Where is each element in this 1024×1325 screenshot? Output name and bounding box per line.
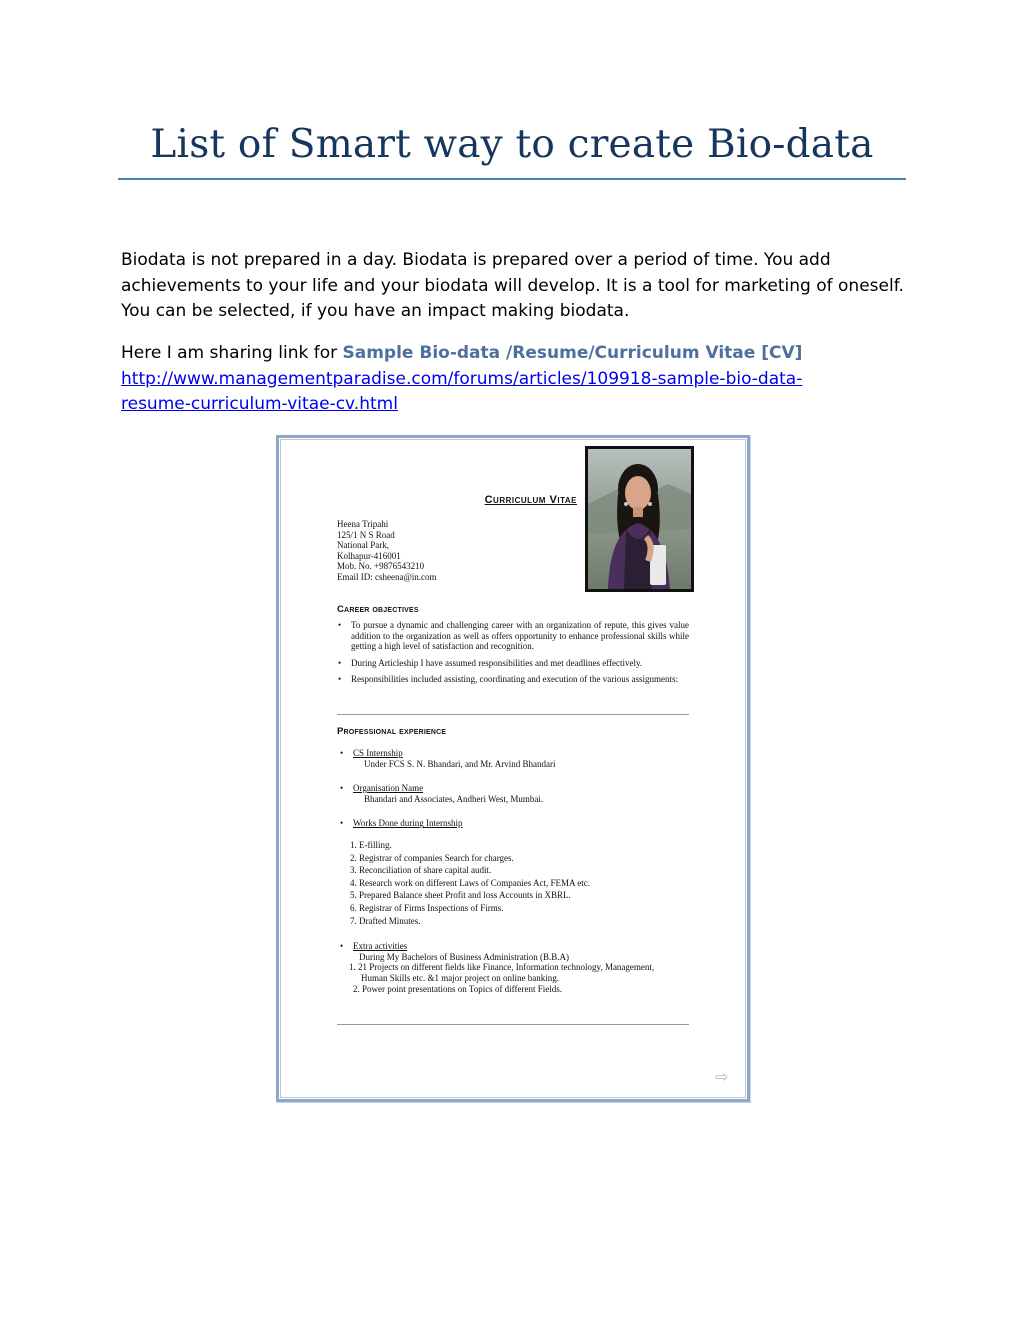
cv-extra-line: During My Bachelors of Business Administration (B.B.A)	[359, 951, 569, 962]
cv-work-item: 1. E-filling.	[350, 839, 392, 850]
title-underline	[118, 178, 906, 180]
cv-heading: Curriculum Vitae	[484, 494, 577, 506]
cv-contact-phone: Mob. No. +9876543210	[337, 561, 425, 572]
cv-contact-email: Email ID: csheena@in.com	[337, 571, 437, 582]
cv-exp-item	[337, 783, 689, 804]
cv-contact-name: Heena Tripahi	[337, 519, 389, 529]
cv-exp-item	[337, 818, 689, 829]
cv-experience-list	[337, 748, 689, 994]
cv-objectives-title: Career objectives	[337, 604, 419, 615]
cv-works-list	[337, 839, 689, 927]
cv-internship-label: • CS Internship	[353, 748, 403, 758]
cv-divider	[337, 714, 689, 715]
cv-exp-item	[337, 941, 689, 952]
sharing-paragraph	[121, 341, 911, 418]
article-url-line-2[interactable]: resume-curriculum-vitae-cv.html	[121, 394, 398, 414]
article-url-line-1[interactable]: http://www.managementparadise.com/forums/articles/109918-sample-bio-data-	[121, 368, 803, 389]
sample-biodata-link[interactable]: Sample Bio-data /Resume/Curriculum Vitae [CV]	[342, 343, 803, 363]
cv-extra-label: • Extra activities	[353, 941, 408, 952]
cv-objective-item: • To pursue a dynamic and challenging career with an organization of repute, this gives value addition to the organization as well as offers opportunity to enhance professional skills while getting a high level of satisfaction and recognition.	[337, 620, 689, 652]
cv-objective-item: • Responsibilities included assisting, coordinating and execution of the various assignments:	[337, 674, 689, 685]
cv-contact-address-2: National Park,	[337, 540, 389, 551]
cv-contact-block	[337, 519, 537, 583]
cv-contact-city: Kolhapur-416001	[337, 550, 401, 561]
sharing-prefix: Here I am sharing link for	[121, 343, 343, 363]
cv-sample-image	[276, 435, 750, 1102]
right-arrow-icon[interactable]: ⇨	[715, 1067, 729, 1086]
portrait-photo	[585, 446, 694, 592]
cv-internship-detail: Under FCS S. N. Bhandari, and Mr. Arvind Bhandari	[364, 758, 556, 769]
cv-org-label: • Organisation Name	[353, 783, 424, 794]
intro-paragraph: Biodata is not prepared in a day. Biodata is prepared over a period of time. You add achievements to your life and your biodata will develop. It is a tool for marketing of oneself. You can be selected, if you have an impact making biodata.	[121, 250, 904, 321]
cv-work-item: 2. Registrar of companies Search for charges.	[350, 852, 514, 863]
page-title: List of Smart way to create Bio-data	[150, 122, 874, 167]
cv-objectives-list	[337, 620, 689, 691]
cv-extra-list	[337, 952, 689, 994]
cv-extra-line: Human Skills etc. &1 major project on online banking.	[361, 972, 559, 983]
cv-work-item: 4. Research work on different Laws of Companies Act, FEMA etc.	[350, 877, 591, 888]
cv-work-item: 6. Registrar of Firms Inspections of Firms.	[350, 902, 504, 913]
cv-contact-address-1: 125/1 N S Road	[337, 529, 395, 540]
cv-experience-title: Professional experience	[337, 726, 447, 737]
cv-extra-line: 2. Power point presentations on Topics of different Fields.	[353, 983, 563, 994]
cv-org-detail: Bhandari and Associates, Andheri West, Mumbai.	[364, 793, 544, 804]
cv-objective-item: • During Articleship I have assumed responsibilities and met deadlines effectively.	[337, 658, 689, 669]
cv-work-item: 5. Prepared Balance sheet Profit and loss Accounts in XBRL.	[350, 890, 571, 901]
portrait-photo-drawing	[588, 449, 691, 589]
cv-work-item: 3. Reconciliation of share capital audit.	[350, 865, 492, 876]
cv-work-item: 7. Drafted Minutes.	[350, 915, 421, 926]
cv-divider	[337, 1024, 689, 1025]
cv-works-label: • Works Done during Internship	[353, 818, 463, 829]
cv-extra-line: 1. 21 Projects on different fields like Finance, Information technology, Management,	[349, 962, 655, 973]
cv-exp-item	[337, 748, 689, 769]
